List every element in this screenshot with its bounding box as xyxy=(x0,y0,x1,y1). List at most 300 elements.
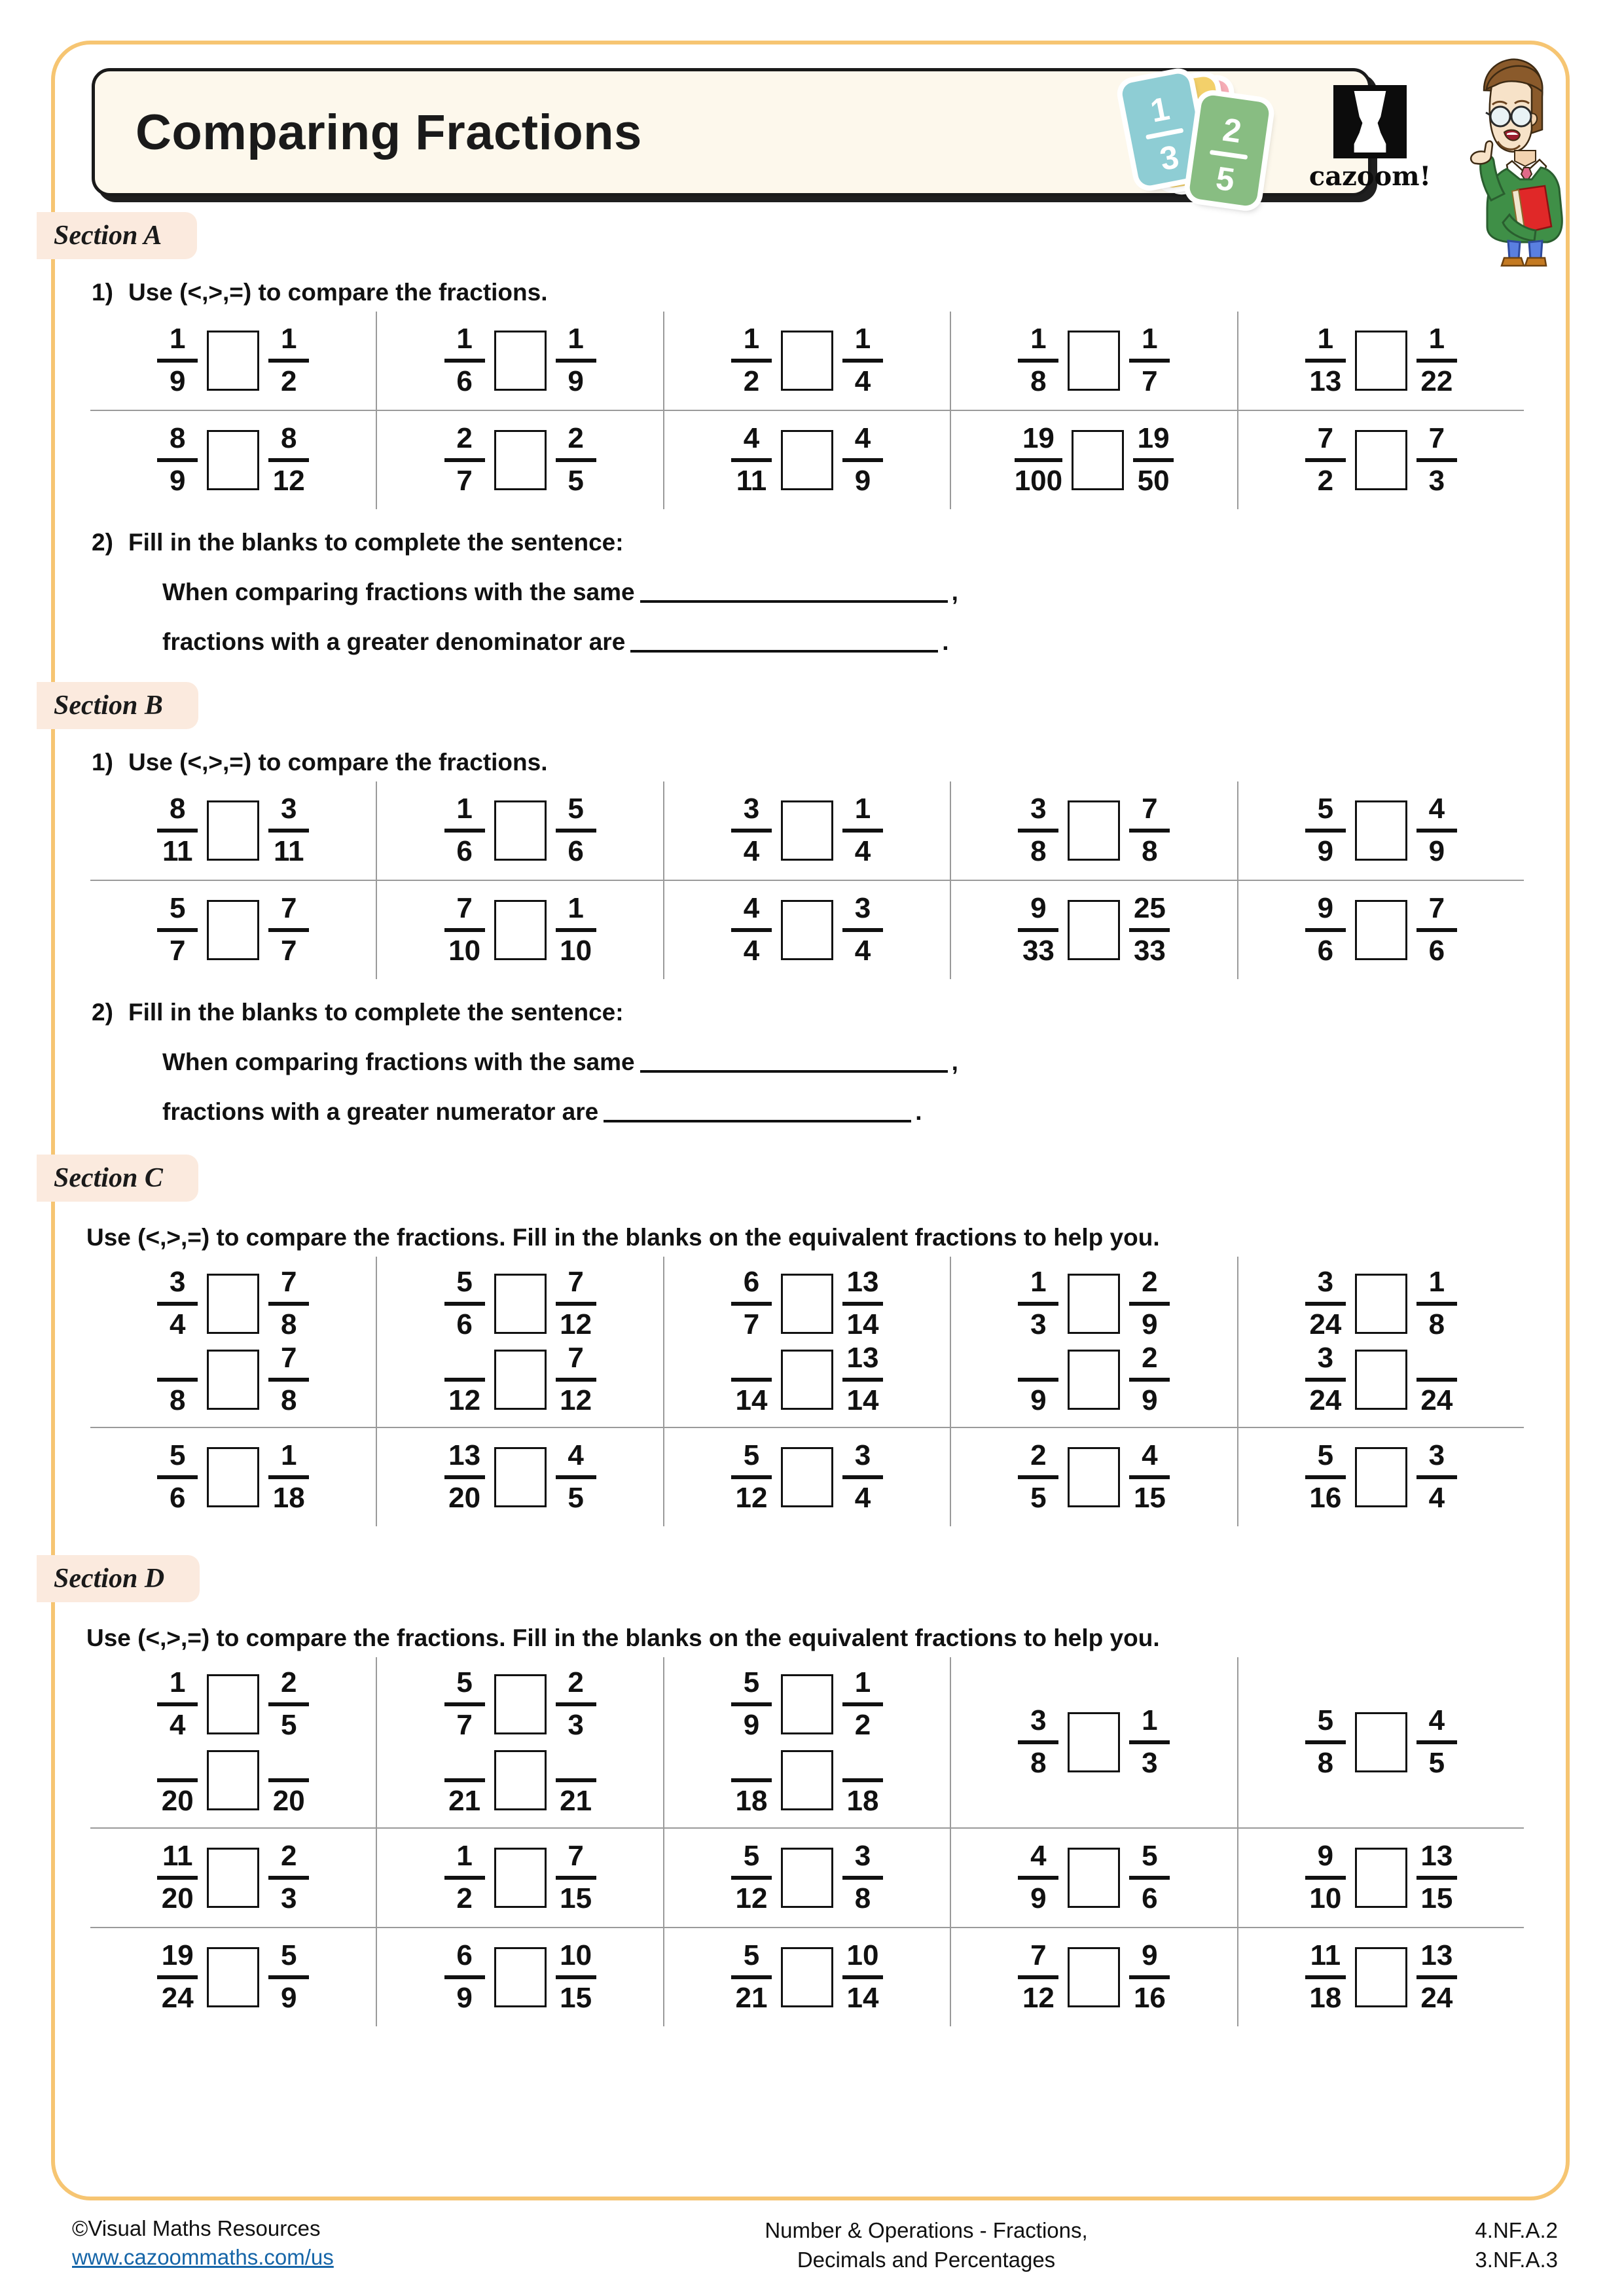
left-fraction xyxy=(444,422,485,498)
left-fraction xyxy=(444,1742,485,1818)
cell-stack xyxy=(157,1666,309,1818)
comparison-answer-box[interactable] xyxy=(207,1274,259,1334)
compare-expression xyxy=(731,1939,883,2015)
left-fraction-bar xyxy=(731,458,772,462)
left-fraction xyxy=(444,793,485,869)
sentence-text: When comparing fractions with the same xyxy=(162,579,635,605)
right-fraction xyxy=(556,1266,596,1342)
right-fraction-bar xyxy=(268,928,309,932)
right-fraction xyxy=(1129,892,1170,968)
left-fraction xyxy=(731,1266,772,1342)
fraction-cell xyxy=(90,781,376,880)
fraction-row xyxy=(90,1657,1524,1827)
comparison-answer-box[interactable] xyxy=(494,1674,547,1734)
left-denominator: 2 xyxy=(1317,465,1334,497)
right-denominator: 18 xyxy=(846,1785,879,1817)
right-fraction xyxy=(842,1342,883,1418)
question-text: Fill in the blanks to complete the sentence: xyxy=(128,999,624,1026)
left-numerator: 1 xyxy=(456,793,473,825)
comparison-answer-box[interactable] xyxy=(207,1947,259,2007)
left-denominator: 12 xyxy=(1022,1982,1055,2014)
left-numerator[interactable] xyxy=(460,1342,468,1373)
right-fraction-bar xyxy=(842,1475,883,1479)
left-fraction xyxy=(1305,1704,1346,1780)
right-fraction-bar xyxy=(268,1378,309,1382)
compare-expression xyxy=(157,323,309,399)
left-fraction-bar xyxy=(157,1876,198,1880)
compare-expression xyxy=(1018,1439,1170,1515)
fraction-row xyxy=(90,781,1524,880)
left-numerator: 5 xyxy=(743,1666,760,1699)
compare-expression xyxy=(1018,1704,1170,1780)
right-fraction-bar xyxy=(556,1702,596,1706)
right-fraction-bar xyxy=(1129,829,1170,833)
right-numerator[interactable] xyxy=(571,1742,579,1774)
comparison-answer-box[interactable] xyxy=(1355,1447,1407,1507)
left-denominator: 21 xyxy=(448,1785,481,1817)
standard-code-2: 3.NF.A.3 xyxy=(1475,2247,1558,2272)
right-numerator: 13 xyxy=(846,1342,879,1374)
left-fraction xyxy=(1305,892,1346,968)
compare-expression xyxy=(731,1666,883,1742)
left-fraction-bar xyxy=(1305,1378,1346,1382)
cell-stack xyxy=(1018,892,1170,968)
compare-expression xyxy=(444,1666,596,1742)
cell-stack xyxy=(157,323,309,399)
comparison-answer-box[interactable] xyxy=(1068,1274,1120,1334)
left-fraction xyxy=(1018,793,1058,869)
left-numerator: 9 xyxy=(1030,892,1047,925)
left-fraction-bar xyxy=(731,1975,772,1979)
comparison-answer-box[interactable] xyxy=(207,1674,259,1734)
right-fraction-bar xyxy=(556,1975,596,1979)
left-numerator: 9 xyxy=(1317,892,1334,925)
right-numerator: 3 xyxy=(854,1439,871,1472)
left-numerator: 7 xyxy=(1030,1939,1047,1972)
compare-expression xyxy=(1018,892,1170,968)
comparison-answer-box[interactable] xyxy=(1072,430,1124,490)
cell-stack xyxy=(731,323,883,399)
left-fraction xyxy=(157,1939,198,2015)
cell-stack xyxy=(1305,892,1457,968)
left-numerator[interactable] xyxy=(460,1742,468,1774)
fraction-cell xyxy=(90,1428,376,1526)
answer-blank[interactable] xyxy=(640,581,948,603)
right-numerator[interactable] xyxy=(859,1742,867,1774)
comparison-answer-box[interactable] xyxy=(207,331,259,391)
comparison-answer-box[interactable] xyxy=(1068,1947,1120,2007)
fraction-cell xyxy=(950,1657,1236,1827)
comparison-answer-box[interactable] xyxy=(781,900,833,960)
right-denominator: 8 xyxy=(1142,835,1158,867)
fraction-cell xyxy=(1237,781,1524,880)
comparison-answer-box[interactable] xyxy=(781,800,833,861)
comparison-answer-box[interactable] xyxy=(494,1274,547,1334)
left-numerator: 3 xyxy=(1317,1342,1334,1374)
left-denominator: 4 xyxy=(743,835,760,867)
right-fraction xyxy=(1416,892,1457,968)
left-denominator: 20 xyxy=(161,1882,194,1914)
cell-stack xyxy=(731,1439,883,1515)
fraction-cell xyxy=(1237,411,1524,509)
comparison-answer-box[interactable] xyxy=(494,430,547,490)
fraction-cell xyxy=(663,1829,950,1927)
fraction-row xyxy=(90,1257,1524,1427)
comparison-answer-box[interactable] xyxy=(1355,900,1407,960)
compare-expression xyxy=(731,1840,883,1916)
left-denominator: 18 xyxy=(735,1785,768,1817)
left-fraction-bar xyxy=(157,359,198,363)
compare-expression xyxy=(157,793,309,869)
comparison-answer-box[interactable] xyxy=(494,1848,547,1908)
left-numerator[interactable] xyxy=(748,1742,755,1774)
left-fraction xyxy=(731,1939,772,2015)
left-denominator: 7 xyxy=(456,1709,473,1741)
right-fraction-bar xyxy=(1416,1378,1457,1382)
comparison-answer-box[interactable] xyxy=(781,1848,833,1908)
left-fraction-bar xyxy=(1018,1740,1058,1744)
left-numerator: 3 xyxy=(1317,1266,1334,1299)
left-fraction xyxy=(444,1439,485,1515)
right-fraction xyxy=(842,1939,883,2015)
answer-blank[interactable] xyxy=(630,630,938,653)
fraction-cell xyxy=(1237,1829,1524,1927)
left-denominator: 10 xyxy=(1309,1882,1342,1914)
right-fraction xyxy=(268,1266,309,1342)
compare-expression xyxy=(731,892,883,968)
left-denominator: 8 xyxy=(169,1384,186,1416)
left-fraction-bar xyxy=(1305,359,1346,363)
comparison-answer-box[interactable] xyxy=(494,1350,547,1410)
right-numerator: 7 xyxy=(280,892,297,925)
right-denominator: 8 xyxy=(280,1308,297,1340)
left-fraction-bar xyxy=(157,928,198,932)
cell-stack xyxy=(1305,323,1457,399)
left-fraction-bar xyxy=(731,1475,772,1479)
fraction-cell xyxy=(90,1928,376,2026)
section-b-sentence-line-2 xyxy=(162,1098,1543,1126)
comparison-answer-box[interactable] xyxy=(1355,1947,1407,2007)
left-denominator: 16 xyxy=(1309,1482,1342,1514)
right-fraction xyxy=(1416,793,1457,869)
left-fraction-bar xyxy=(1018,1975,1058,1979)
fraction-row xyxy=(90,1927,1524,2026)
fraction-cell xyxy=(950,1928,1236,2026)
compare-expression xyxy=(157,1666,309,1742)
left-numerator: 3 xyxy=(1030,793,1047,825)
right-numerator: 25 xyxy=(1133,892,1166,925)
comparison-answer-box[interactable] xyxy=(1068,331,1120,391)
left-fraction-bar xyxy=(444,359,485,363)
comparison-answer-box[interactable] xyxy=(781,1674,833,1734)
question-number: 1) xyxy=(92,749,113,776)
fraction-row xyxy=(90,1827,1524,1927)
fraction-cell xyxy=(663,1257,950,1427)
fraction-cell xyxy=(90,881,376,979)
left-numerator: 8 xyxy=(169,422,186,455)
worksheet-content xyxy=(51,41,1570,2200)
left-numerator: 5 xyxy=(1317,793,1334,825)
footer-website-link[interactable]: www.cazoommaths.com/us xyxy=(72,2245,334,2269)
cell-stack xyxy=(1018,793,1170,869)
comparison-answer-box[interactable] xyxy=(1068,900,1120,960)
compare-expression xyxy=(157,1342,309,1418)
compare-expression xyxy=(1305,892,1457,968)
left-numerator: 1 xyxy=(456,323,473,355)
comparison-answer-box[interactable] xyxy=(1355,800,1407,861)
comparison-answer-box[interactable] xyxy=(1068,800,1120,861)
right-numerator: 8 xyxy=(280,422,297,455)
left-fraction-bar xyxy=(1305,928,1346,932)
compare-expression xyxy=(1305,1939,1457,2015)
comparison-answer-box[interactable] xyxy=(494,1947,547,2007)
right-fraction-bar xyxy=(1416,458,1457,462)
left-numerator: 5 xyxy=(1317,1439,1334,1472)
left-fraction xyxy=(157,892,198,968)
right-fraction-bar xyxy=(556,928,596,932)
fraction-cell xyxy=(1237,1657,1524,1827)
right-numerator: 7 xyxy=(280,1266,297,1299)
left-fraction xyxy=(1018,323,1058,399)
right-fraction xyxy=(556,1342,596,1418)
comparison-answer-box[interactable] xyxy=(207,900,259,960)
fraction-row xyxy=(90,880,1524,979)
comparison-answer-box[interactable] xyxy=(207,800,259,861)
right-fraction xyxy=(556,892,596,968)
right-denominator: 9 xyxy=(1428,835,1445,867)
left-numerator[interactable] xyxy=(748,1342,755,1373)
right-fraction-bar xyxy=(268,359,309,363)
compare-expression xyxy=(157,1439,309,1515)
right-fraction-bar xyxy=(556,1378,596,1382)
cell-stack xyxy=(731,1840,883,1916)
left-denominator: 8 xyxy=(1030,365,1047,397)
left-fraction xyxy=(157,793,198,869)
right-denominator: 2 xyxy=(280,365,297,397)
left-fraction xyxy=(444,1840,485,1916)
standard-code-1: 4.NF.A.2 xyxy=(1475,2218,1558,2242)
right-numerator[interactable] xyxy=(285,1742,293,1774)
right-numerator: 4 xyxy=(568,1439,584,1472)
right-fraction-bar xyxy=(1416,829,1457,833)
comparison-answer-box[interactable] xyxy=(1068,1848,1120,1908)
cell-stack xyxy=(157,1439,309,1515)
compare-expression xyxy=(1018,793,1170,869)
left-fraction xyxy=(444,1266,485,1342)
left-fraction xyxy=(731,793,772,869)
cell-stack xyxy=(1018,1939,1170,2015)
right-fraction-bar xyxy=(842,359,883,363)
comparison-answer-box[interactable] xyxy=(1068,1712,1120,1772)
right-denominator: 4 xyxy=(854,935,871,967)
comparison-answer-box[interactable] xyxy=(207,1350,259,1410)
left-denominator: 9 xyxy=(1317,835,1334,867)
comparison-answer-box[interactable] xyxy=(1068,1350,1120,1410)
right-fraction-bar xyxy=(1416,928,1457,932)
left-fraction xyxy=(1018,1342,1058,1418)
comparison-answer-box[interactable] xyxy=(207,430,259,490)
comparison-answer-box[interactable] xyxy=(1355,1274,1407,1334)
comparison-answer-box[interactable] xyxy=(1355,1848,1407,1908)
left-fraction xyxy=(1018,1439,1058,1515)
section-a-sentence-line-1 xyxy=(162,579,1543,606)
cell-stack xyxy=(444,892,596,968)
cell-stack xyxy=(157,793,309,869)
right-fraction xyxy=(1129,1939,1170,2015)
right-denominator: 21 xyxy=(560,1785,592,1817)
right-numerator: 2 xyxy=(1142,1266,1158,1299)
comparison-answer-box[interactable] xyxy=(781,1750,833,1810)
comparison-answer-box[interactable] xyxy=(781,430,833,490)
section-a xyxy=(54,212,1543,656)
left-denominator: 2 xyxy=(456,1882,473,1914)
left-numerator: 5 xyxy=(743,1439,760,1472)
left-denominator: 6 xyxy=(169,1482,186,1514)
right-denominator: 9 xyxy=(854,465,871,497)
comparison-answer-box[interactable] xyxy=(781,331,833,391)
comparison-answer-box[interactable] xyxy=(494,331,547,391)
left-numerator: 2 xyxy=(1030,1439,1047,1472)
left-fraction-bar xyxy=(1018,928,1058,932)
comparison-answer-box[interactable] xyxy=(494,1750,547,1810)
right-numerator: 1 xyxy=(1142,323,1158,355)
right-fraction xyxy=(556,1439,596,1515)
right-fraction-bar xyxy=(556,1302,596,1306)
right-denominator: 7 xyxy=(1142,365,1158,397)
left-fraction-bar xyxy=(731,829,772,833)
compare-expression xyxy=(1305,1266,1457,1342)
cell-stack xyxy=(1305,1704,1457,1780)
answer-blank[interactable] xyxy=(604,1100,911,1122)
comparison-answer-box[interactable] xyxy=(1355,1712,1407,1772)
left-fraction-bar xyxy=(731,359,772,363)
left-numerator[interactable] xyxy=(1034,1342,1042,1373)
left-denominator: 21 xyxy=(735,1982,768,2014)
compare-expression xyxy=(731,793,883,869)
comparison-answer-box[interactable] xyxy=(494,900,547,960)
left-fraction-bar xyxy=(1018,1475,1058,1479)
card-fraction-bar xyxy=(1146,128,1183,139)
comparison-answer-box[interactable] xyxy=(494,800,547,861)
right-numerator[interactable] xyxy=(1433,1342,1441,1373)
left-numerator: 5 xyxy=(743,1840,760,1873)
right-fraction-bar xyxy=(842,1702,883,1706)
comparison-answer-box[interactable] xyxy=(781,1274,833,1334)
compare-expression xyxy=(1305,793,1457,869)
left-fraction-bar xyxy=(1305,1975,1346,1979)
fraction-row xyxy=(90,312,1524,410)
right-fraction-bar xyxy=(1129,1740,1170,1744)
comparison-answer-box[interactable] xyxy=(207,1848,259,1908)
comparison-answer-box[interactable] xyxy=(207,1750,259,1810)
comparison-answer-box[interactable] xyxy=(1355,331,1407,391)
cell-stack xyxy=(1018,1439,1170,1515)
left-denominator: 7 xyxy=(169,935,186,967)
right-numerator: 1 xyxy=(854,323,871,355)
left-numerator[interactable] xyxy=(173,1342,181,1373)
right-fraction-bar xyxy=(1129,1475,1170,1479)
left-denominator: 5 xyxy=(1030,1482,1047,1514)
comparison-answer-box[interactable] xyxy=(1355,1350,1407,1410)
compare-expression xyxy=(157,892,309,968)
right-numerator: 5 xyxy=(568,793,584,825)
fraction-cell xyxy=(376,881,662,979)
right-numerator: 7 xyxy=(280,1342,297,1374)
sentence-text: fractions with a greater numerator are xyxy=(162,1098,599,1125)
left-numerator: 4 xyxy=(1030,1840,1047,1873)
cell-stack xyxy=(1305,422,1457,498)
right-numerator: 13 xyxy=(1420,1939,1453,1972)
left-fraction xyxy=(444,1342,485,1418)
right-numerator: 7 xyxy=(568,1342,584,1374)
right-numerator: 1 xyxy=(1428,1266,1445,1299)
left-fraction xyxy=(157,1342,198,1418)
cazoom-logo xyxy=(1308,85,1432,192)
right-numerator: 2 xyxy=(568,422,584,455)
compare-expression xyxy=(444,1742,596,1818)
left-fraction-bar xyxy=(731,1702,772,1706)
sentence-punct: , xyxy=(951,579,958,605)
compare-expression xyxy=(1018,1266,1170,1342)
left-numerator[interactable] xyxy=(173,1742,181,1774)
left-denominator: 12 xyxy=(735,1882,768,1914)
left-fraction xyxy=(1305,1342,1346,1418)
right-denominator: 11 xyxy=(273,835,304,867)
right-fraction-bar xyxy=(268,1702,309,1706)
left-denominator: 6 xyxy=(456,1308,473,1340)
comparison-answer-box[interactable] xyxy=(1068,1447,1120,1507)
section-d xyxy=(54,1555,1543,2026)
compare-expression xyxy=(444,1439,596,1515)
right-denominator: 24 xyxy=(1420,1982,1453,2014)
left-fraction xyxy=(444,1666,485,1742)
card-fraction-bar xyxy=(1210,150,1248,160)
left-fraction-bar xyxy=(157,1475,198,1479)
right-fraction-bar xyxy=(1416,1302,1457,1306)
right-denominator: 16 xyxy=(1133,1982,1166,2014)
compare-expression xyxy=(1305,1704,1457,1780)
right-numerator: 4 xyxy=(1428,1704,1445,1737)
left-fraction xyxy=(157,1666,198,1742)
left-denominator: 18 xyxy=(1309,1982,1342,2014)
fraction-cell xyxy=(663,1428,950,1526)
answer-blank[interactable] xyxy=(640,1050,948,1073)
comparison-answer-box[interactable] xyxy=(781,1350,833,1410)
right-fraction xyxy=(268,1939,309,2015)
fraction-cell xyxy=(90,312,376,410)
cell-stack xyxy=(444,323,596,399)
left-fraction-bar xyxy=(1018,829,1058,833)
right-numerator: 2 xyxy=(568,1666,584,1699)
fraction-cell xyxy=(663,312,950,410)
comparison-answer-box[interactable] xyxy=(1355,430,1407,490)
right-fraction-bar xyxy=(1416,1975,1457,1979)
comparison-answer-box[interactable] xyxy=(781,1947,833,2007)
left-fraction xyxy=(731,1342,772,1418)
comparison-answer-box[interactable] xyxy=(494,1447,547,1507)
left-denominator: 9 xyxy=(743,1709,760,1741)
right-denominator: 12 xyxy=(272,465,305,497)
cazoom-cup-icon xyxy=(1333,85,1407,158)
comparison-answer-box[interactable] xyxy=(781,1447,833,1507)
fraction-cell xyxy=(950,1428,1236,1526)
right-fraction-bar xyxy=(556,359,596,363)
worksheet-footer xyxy=(72,2216,1558,2274)
right-fraction xyxy=(556,1742,596,1818)
left-denominator: 24 xyxy=(161,1982,194,2014)
left-fraction-bar xyxy=(1018,1378,1058,1382)
comparison-answer-box[interactable] xyxy=(207,1447,259,1507)
